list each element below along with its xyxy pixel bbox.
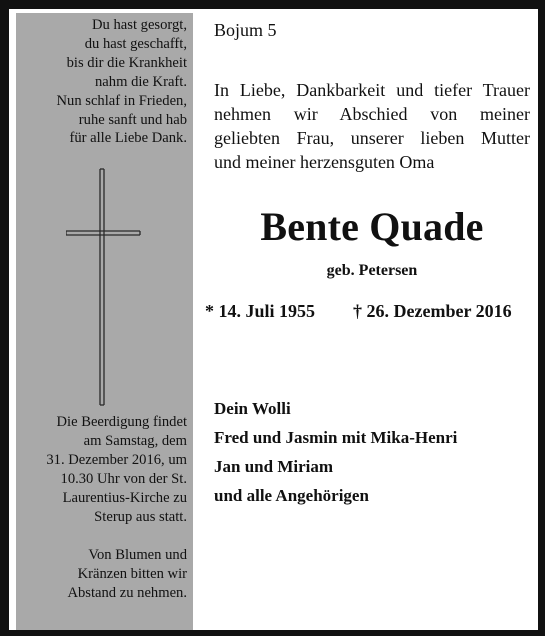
life-dates: [205, 300, 535, 322]
poem-line: nahm die Kraft.: [95, 73, 187, 90]
intro-line: nehmen wir Abschied von meiner: [214, 104, 530, 124]
mourner: Dein Wolli: [214, 399, 291, 418]
deceased-name: Bente Quade: [260, 204, 484, 249]
mourner: Jan und Miriam: [214, 457, 334, 476]
intro-line: und meiner herzensguten Oma: [214, 152, 435, 172]
funeral-info: [46, 413, 187, 526]
mourner: Fred und Jasmin mit Mika-Henri: [214, 428, 458, 447]
birth-date: * 14. Juli 1955: [205, 301, 316, 321]
death-date: † 26. Dezember 2016: [353, 301, 512, 321]
funeral-line: 10.30 Uhr von der St.: [60, 470, 187, 487]
cross-icon: [66, 165, 146, 425]
sidebar: [16, 13, 193, 630]
flowers-line: Abstand zu nehmen.: [67, 584, 187, 601]
poem: [56, 16, 187, 148]
intro-line: In Liebe, Dankbarkeit und tiefer Trauer: [214, 80, 530, 100]
maiden-name: geb. Petersen: [326, 262, 418, 279]
funeral-line: Laurentius-Kirche zu: [62, 489, 187, 506]
poem-line: bis dir die Krankheit: [66, 54, 187, 71]
poem-line: für alle Liebe Dank.: [69, 130, 187, 147]
flowers-line: Von Blumen und: [88, 547, 187, 563]
poem-line: Nun schlaf in Frieden,: [56, 92, 187, 109]
funeral-line: Die Beerdigung findet: [56, 414, 187, 430]
poem-line: du hast geschafft,: [84, 35, 187, 52]
flowers-note: [67, 546, 187, 603]
mourner: und alle Angehörigen: [214, 486, 369, 505]
funeral-line: am Samstag, dem: [83, 432, 187, 449]
flowers-line: Kränzen bitten wir: [77, 565, 187, 582]
intro-line: geliebten Frau, unserer lieben Mutter: [214, 128, 530, 148]
poem-line: Du hast gesorgt,: [92, 17, 187, 33]
address: Bojum 5: [214, 20, 277, 40]
mourners-list: [214, 394, 457, 510]
intro-text: [214, 78, 530, 174]
funeral-line: Sterup aus statt.: [94, 508, 187, 525]
funeral-line: 31. Dezember 2016, um: [46, 451, 187, 468]
poem-line: ruhe sanft und hab: [78, 111, 187, 128]
